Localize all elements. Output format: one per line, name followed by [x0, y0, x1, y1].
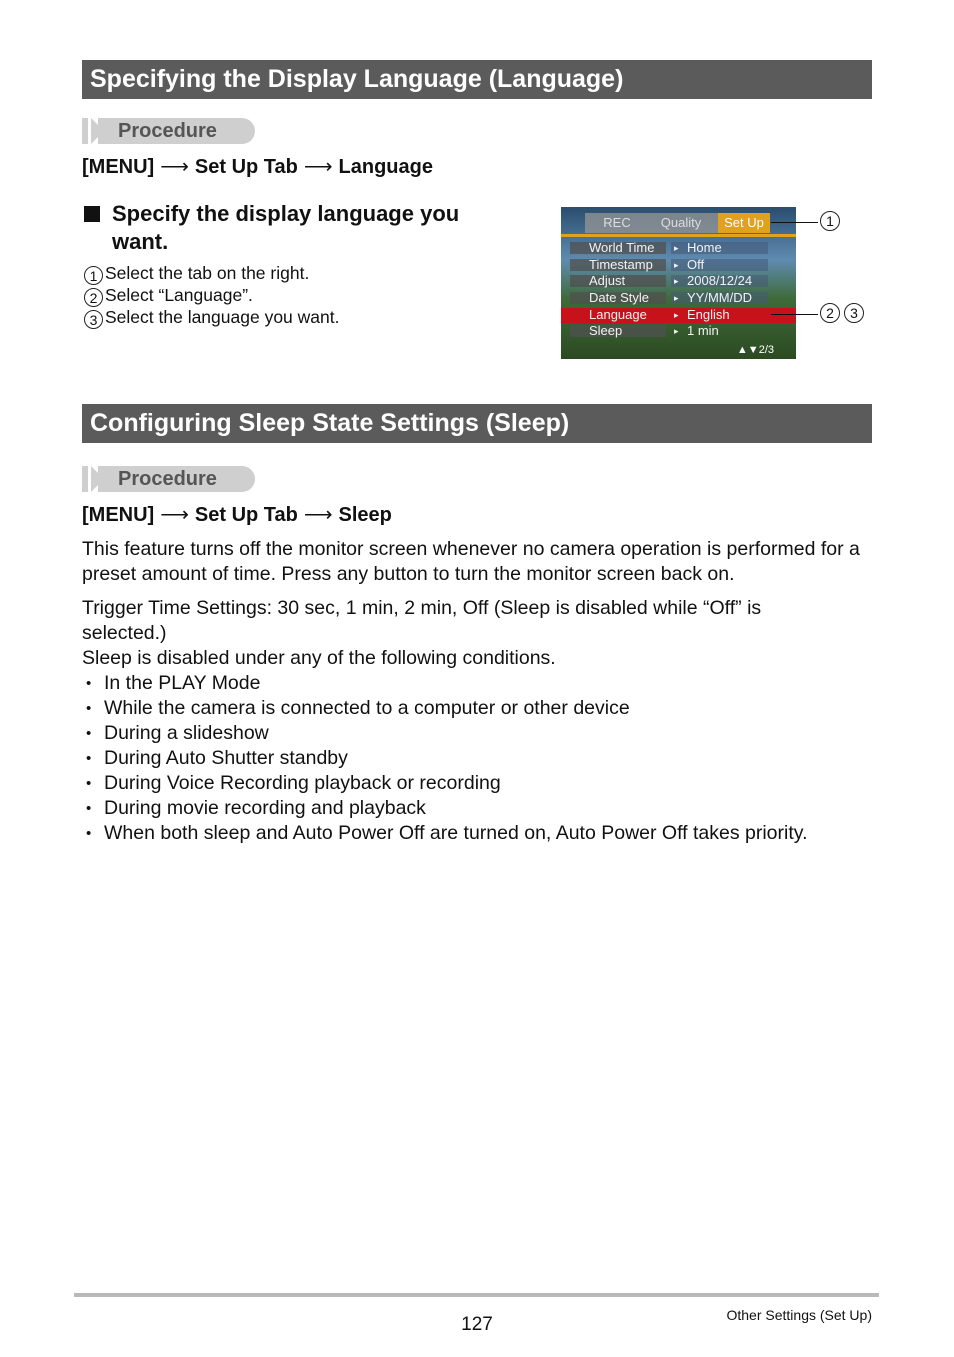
callout-1 — [820, 211, 844, 231]
camera-row-label: Adjust — [589, 273, 626, 289]
list-item: • While the camera is connected to a computer or other device — [82, 696, 808, 721]
step-1 — [84, 262, 309, 285]
subheading-line: Specify the display language you — [112, 201, 460, 226]
step-text: Select the tab on the right. — [105, 263, 310, 283]
arrow-right-icon: ⟶ — [160, 504, 189, 526]
list-item: • When both sleep and Auto Power Off are turned on, Auto Power Off takes priority. — [82, 821, 808, 846]
camera-row — [566, 323, 791, 340]
menu-path-step: Language — [338, 156, 433, 178]
procedure-badge — [82, 466, 257, 492]
camera-row-label: Timestamp — [589, 256, 653, 272]
menu-path-step: Set Up Tab — [194, 504, 298, 526]
footer-section-name: Other Settings (Set Up) — [726, 1307, 872, 1323]
menu-path-step: [MENU] — [82, 156, 155, 178]
step-text: Select “Language”. — [105, 285, 253, 305]
callout-2-3 — [820, 303, 868, 323]
footer-divider — [74, 1293, 879, 1297]
camera-tab-rec: REC — [603, 215, 631, 230]
arrow-right-icon: ⟶ — [303, 156, 333, 178]
callout-leader-line — [771, 314, 818, 315]
arrow-right-icon: ▸ — [674, 309, 679, 320]
camera-settings-list — [566, 240, 791, 340]
camera-tab-setup: Set Up — [718, 213, 770, 233]
menu-path — [82, 155, 433, 179]
conditions-intro: Sleep is disabled under any of the following conditions. — [82, 647, 556, 669]
circled-number-1: 1 — [820, 211, 840, 231]
camera-row-selected — [566, 307, 791, 324]
arrow-right-icon: ▸ — [674, 259, 679, 270]
camera-row-value: 2008/12/24 — [687, 273, 753, 289]
procedure-label: Procedure — [118, 120, 217, 142]
description-paragraph: This feature turns off the monitor screen whenever no camera operation is performed for a preset amount of time. Press any button to turn the monitor screen back on. — [82, 538, 860, 585]
conditions-list — [82, 671, 808, 846]
arrow-right-icon: ▸ — [674, 243, 679, 253]
page-number: 127 — [461, 1314, 493, 1335]
circled-number-3: 3 — [844, 303, 864, 323]
circled-number-1: 1 — [84, 266, 103, 285]
subheading-line: want. — [112, 229, 169, 254]
arrow-right-icon: ▸ — [674, 276, 679, 287]
procedure-badge — [82, 118, 257, 144]
arrow-right-icon: ⟶ — [160, 156, 189, 178]
camera-row-value: Off — [687, 256, 705, 272]
camera-tab-bar — [561, 213, 796, 233]
camera-row — [566, 257, 791, 274]
list-item: • During Auto Shutter standby — [82, 746, 808, 771]
procedure-label: Procedure — [118, 468, 217, 490]
step-3 — [84, 306, 339, 329]
circled-number-3: 3 — [84, 310, 103, 329]
section-heading-sleep: Configuring Sleep State Settings (Sleep) — [82, 404, 872, 443]
section-heading-language: Specifying the Display Language (Language) — [82, 60, 872, 99]
callout-leader-line — [771, 222, 818, 223]
square-bullet-icon — [84, 206, 100, 222]
circled-number-2: 2 — [84, 288, 103, 307]
trigger-time-line: selected.) — [82, 622, 167, 644]
list-item: • During Voice Recording playback or recording — [82, 771, 808, 796]
menu-path — [82, 503, 392, 527]
menu-path-step: Sleep — [338, 504, 392, 526]
camera-row-label: World Time — [589, 240, 655, 255]
camera-row-value: 1 min — [687, 323, 719, 339]
camera-row-value: English — [687, 306, 730, 322]
arrow-right-icon: ⟶ — [303, 504, 333, 526]
circled-number-2: 2 — [820, 303, 840, 323]
trigger-time-line: Trigger Time Settings: 30 sec, 1 min, 2 min, Off (Sleep is disabled while “Off” is — [82, 597, 762, 619]
camera-row-label: Language — [589, 306, 647, 322]
menu-path-step: Set Up Tab — [194, 156, 298, 178]
subheading — [112, 200, 459, 256]
camera-row — [566, 273, 791, 290]
list-item: • During movie recording and playback — [82, 796, 808, 821]
camera-page-indicator: ▲▼2/3 — [736, 344, 774, 356]
camera-row-label: Sleep — [589, 323, 623, 339]
step-text: Select the language you want. — [105, 307, 340, 327]
camera-row — [566, 290, 791, 307]
arrow-right-icon: ▸ — [674, 293, 679, 304]
list-item: • During a slideshow — [82, 721, 808, 746]
camera-menu-screenshot — [561, 207, 796, 359]
camera-tab-quality: Quality — [660, 215, 702, 230]
camera-row-label: Date Style — [589, 290, 649, 306]
list-item: • In the PLAY Mode — [82, 671, 808, 696]
step-2 — [84, 284, 253, 307]
camera-row-value: YY/MM/DD — [687, 290, 752, 306]
arrow-right-icon: ▸ — [674, 326, 679, 337]
camera-row-value: Home — [687, 240, 722, 255]
camera-row — [566, 240, 791, 257]
menu-path-step: [MENU] — [82, 504, 155, 526]
